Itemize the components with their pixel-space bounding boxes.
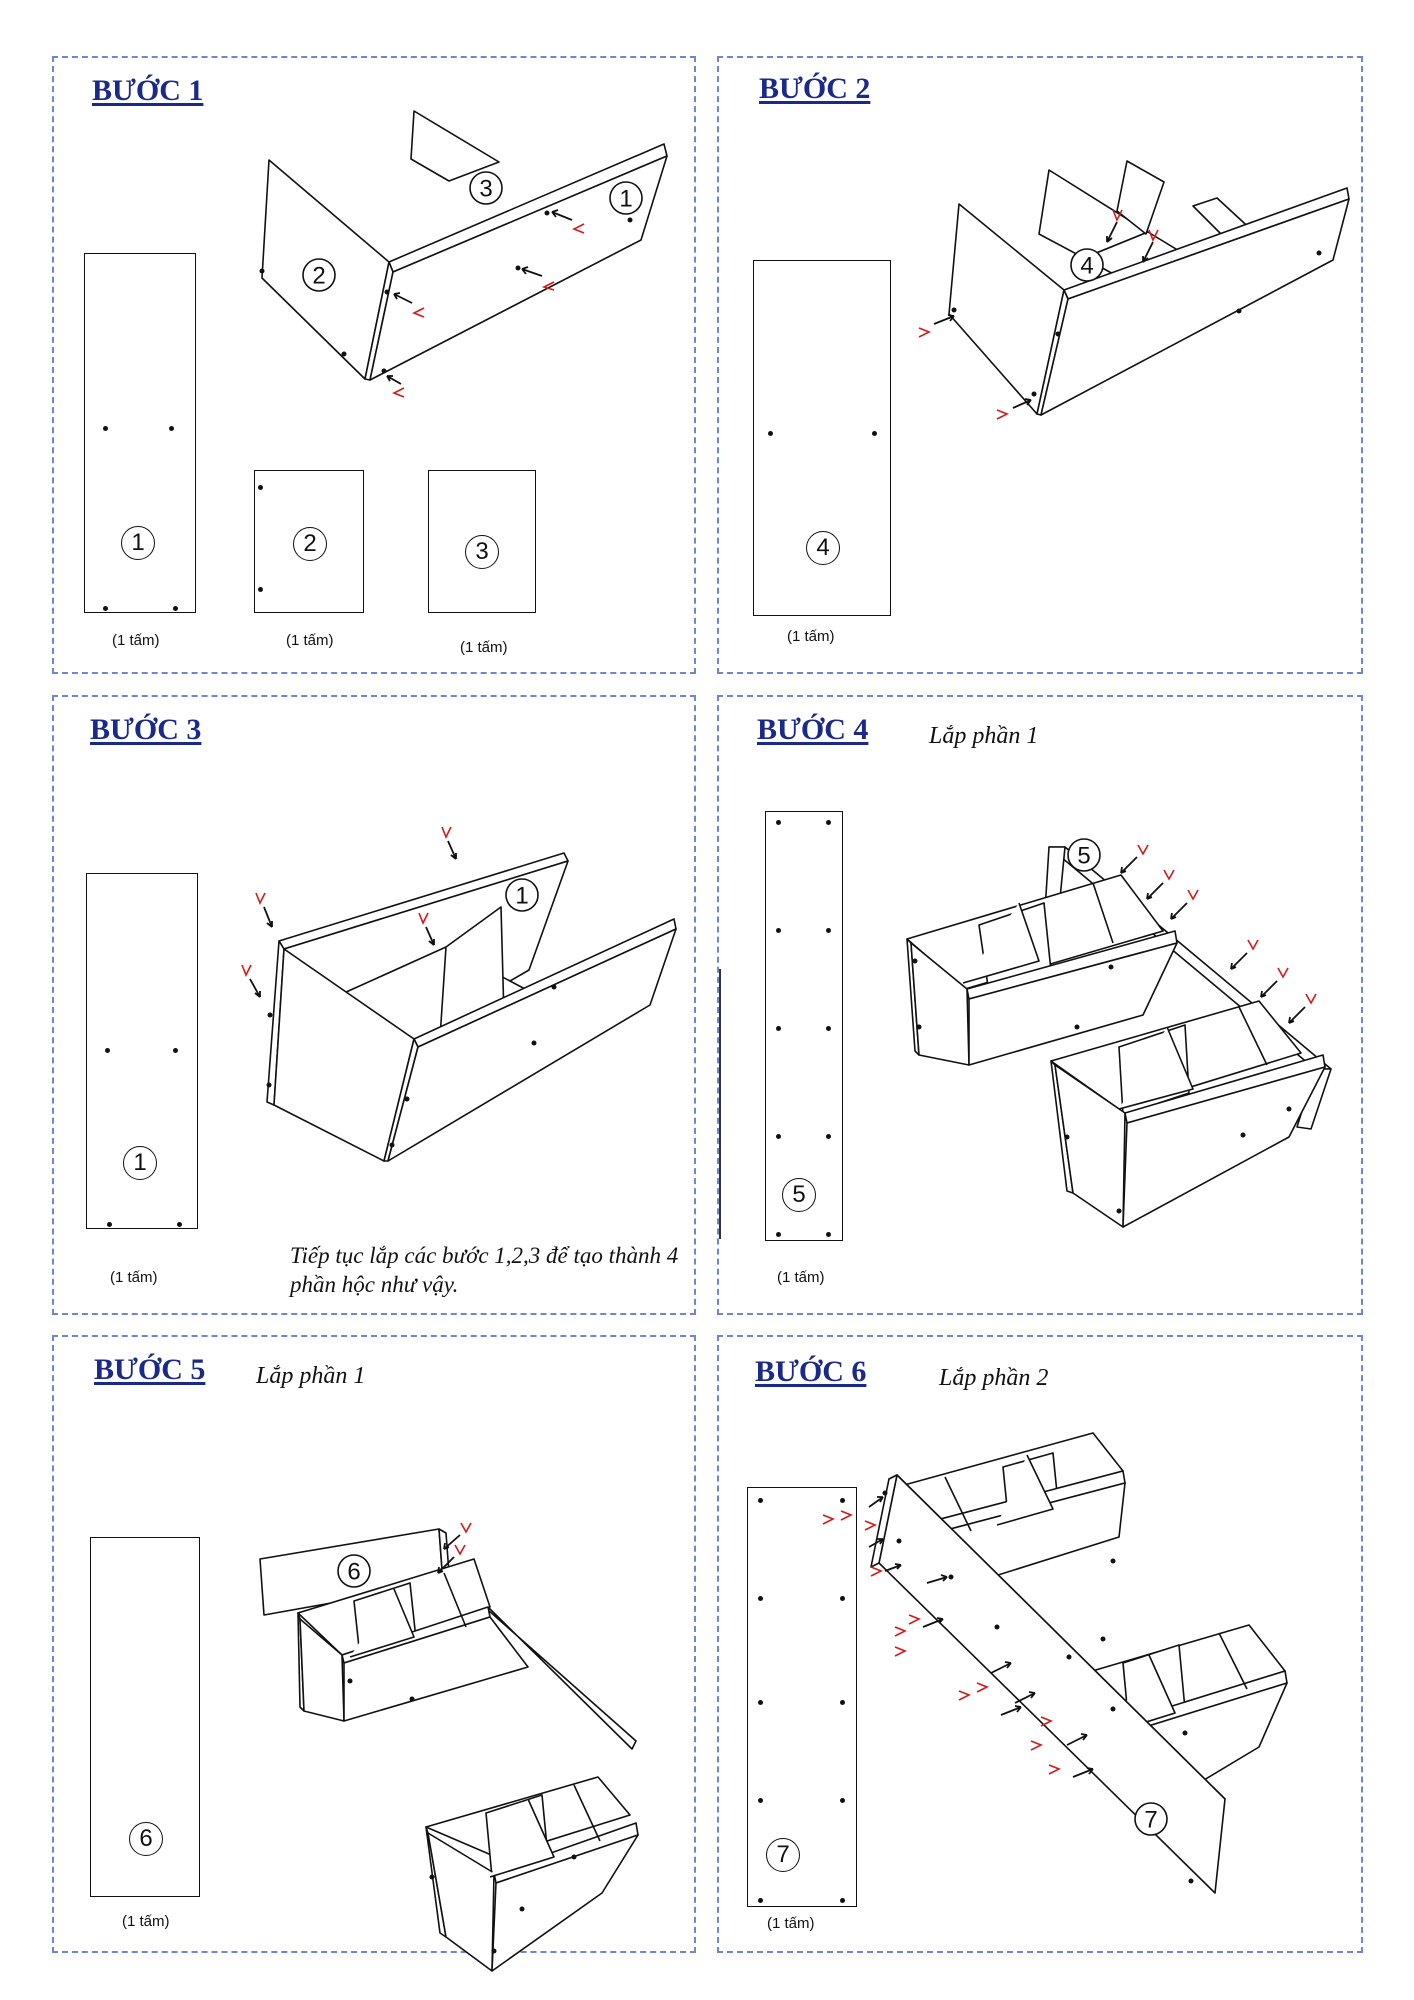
dowel-arrow-icon (934, 315, 954, 324)
dowel-arrow-icon (1013, 399, 1031, 408)
dowel-mark-icon (1248, 940, 1258, 949)
step-6-assembly-drawing (719, 1337, 1365, 1955)
dowel-arrow-icon (1289, 1007, 1305, 1023)
quantity-label: (1 tấm) (110, 1269, 158, 1286)
dowel-arrow-icon (1073, 1768, 1093, 1777)
quantity-label: (1 tấm) (112, 632, 160, 649)
step-5-panel (52, 1335, 696, 1953)
dowel-arrow-icon (448, 841, 456, 859)
part-number-4-label: 4 (1080, 252, 1094, 280)
step-4-panel (717, 695, 1363, 1315)
instruction-note: Tiếp tục lắp các bước 1,2,3 để tạo thành 4 phần hộc như vậy. (290, 1243, 679, 1297)
step-2-assembly-drawing (719, 58, 1365, 676)
dowel-arrow-icon (387, 376, 401, 384)
panel-piece-1 (84, 253, 196, 613)
part-number-3-label: 3 (479, 175, 493, 203)
part-number-7-label: 7 (1144, 1806, 1158, 1834)
dowel-mark-icon (959, 1691, 969, 1700)
dowel-mark-icon (977, 1683, 987, 1692)
step-6-panel (717, 1335, 1363, 1953)
quantity-label: (1 tấm) (777, 1269, 825, 1286)
dowel-mark-icon (256, 893, 265, 903)
dowel-arrow-icon (1001, 1706, 1021, 1715)
dowel-mark-icon (1278, 968, 1288, 977)
part-number-6-label: 6 (347, 1558, 361, 1586)
dowel-mark-icon (841, 1511, 851, 1520)
part-number-1-label: 1 (121, 526, 155, 560)
part-number-2-label: 2 (312, 262, 326, 290)
dowel-mark-icon (1188, 890, 1198, 899)
dowel-mark-icon (823, 1515, 833, 1524)
step-4-subtitle: Lắp phần 1 (929, 723, 1039, 749)
dowel-mark-icon (871, 1567, 881, 1576)
quantity-label: (1 tấm) (460, 639, 508, 656)
dowel-arrow-icon (869, 1497, 883, 1507)
step-4-title: BƯỚC 4 (757, 713, 869, 746)
dowel-mark-icon (909, 1615, 919, 1624)
dowel-arrow-icon (1231, 953, 1247, 969)
dowel-mark-icon (242, 965, 251, 975)
step-6-title: BƯỚC 6 (755, 1355, 867, 1388)
quantity-label: (1 tấm) (286, 632, 334, 649)
step-3-panel (52, 695, 696, 1315)
dowel-mark-icon (455, 1545, 465, 1554)
step-1-panel (52, 56, 696, 674)
step-5-assembly-drawing (54, 1337, 698, 1955)
part-number-7-label: 7 (766, 1838, 800, 1872)
dowel-mark-icon (865, 1521, 875, 1530)
step-3-assembly-drawing (54, 697, 698, 1317)
dowel-arrow-icon (264, 907, 272, 927)
dowel-arrow-icon (1171, 903, 1187, 919)
step-5-subtitle: Lắp phần 1 (256, 1363, 366, 1389)
dowel-arrow-icon (1121, 857, 1137, 873)
dowel-mark-icon (1049, 1765, 1059, 1774)
dowel-mark-icon (1031, 1741, 1041, 1750)
dowel-arrow-icon (923, 1618, 943, 1627)
part-number-1-label: 1 (619, 185, 633, 213)
dowel-mark-icon (997, 410, 1007, 419)
panel-piece-2 (254, 470, 364, 613)
part-number-4-label: 4 (806, 531, 840, 565)
dowel-mark-icon (1138, 845, 1148, 854)
dowel-arrow-icon (1261, 981, 1277, 997)
dowel-mark-icon (1164, 870, 1174, 879)
dowel-arrow-icon (1147, 883, 1163, 899)
dowel-mark-icon (461, 1523, 471, 1532)
step-3-title: BƯỚC 3 (90, 713, 202, 746)
dowel-mark-icon (1306, 994, 1316, 1003)
dowel-mark-icon (394, 388, 404, 397)
dowel-mark-icon (895, 1627, 905, 1636)
part-number-1-label: 1 (515, 882, 529, 910)
quantity-label: (1 tấm) (122, 1913, 170, 1930)
dowel-mark-icon (895, 1647, 905, 1656)
step-2-panel (717, 56, 1363, 674)
part-number-5-label: 5 (1077, 842, 1091, 870)
step-2-title: BƯỚC 2 (759, 72, 871, 105)
part-number-6-label: 6 (129, 1822, 163, 1856)
quantity-label: (1 tấm) (787, 628, 835, 645)
step-5-title: BƯỚC 5 (94, 1353, 206, 1386)
dowel-mark-icon (442, 827, 451, 837)
step-4-assembly-drawing (719, 697, 1365, 1317)
part-number-2-label: 2 (293, 527, 327, 561)
part-number-1-label: 1 (123, 1146, 157, 1180)
quantity-label: (1 tấm) (767, 1915, 815, 1932)
dowel-arrow-icon (250, 979, 260, 997)
step-6-subtitle: Lắp phần 2 (939, 1365, 1049, 1391)
dowel-mark-icon (919, 328, 929, 337)
part-number-5-label: 5 (782, 1178, 816, 1212)
part-number-3-label: 3 (465, 535, 499, 569)
step-1-title: BƯỚC 1 (92, 74, 204, 107)
panel-piece-3 (428, 470, 536, 613)
